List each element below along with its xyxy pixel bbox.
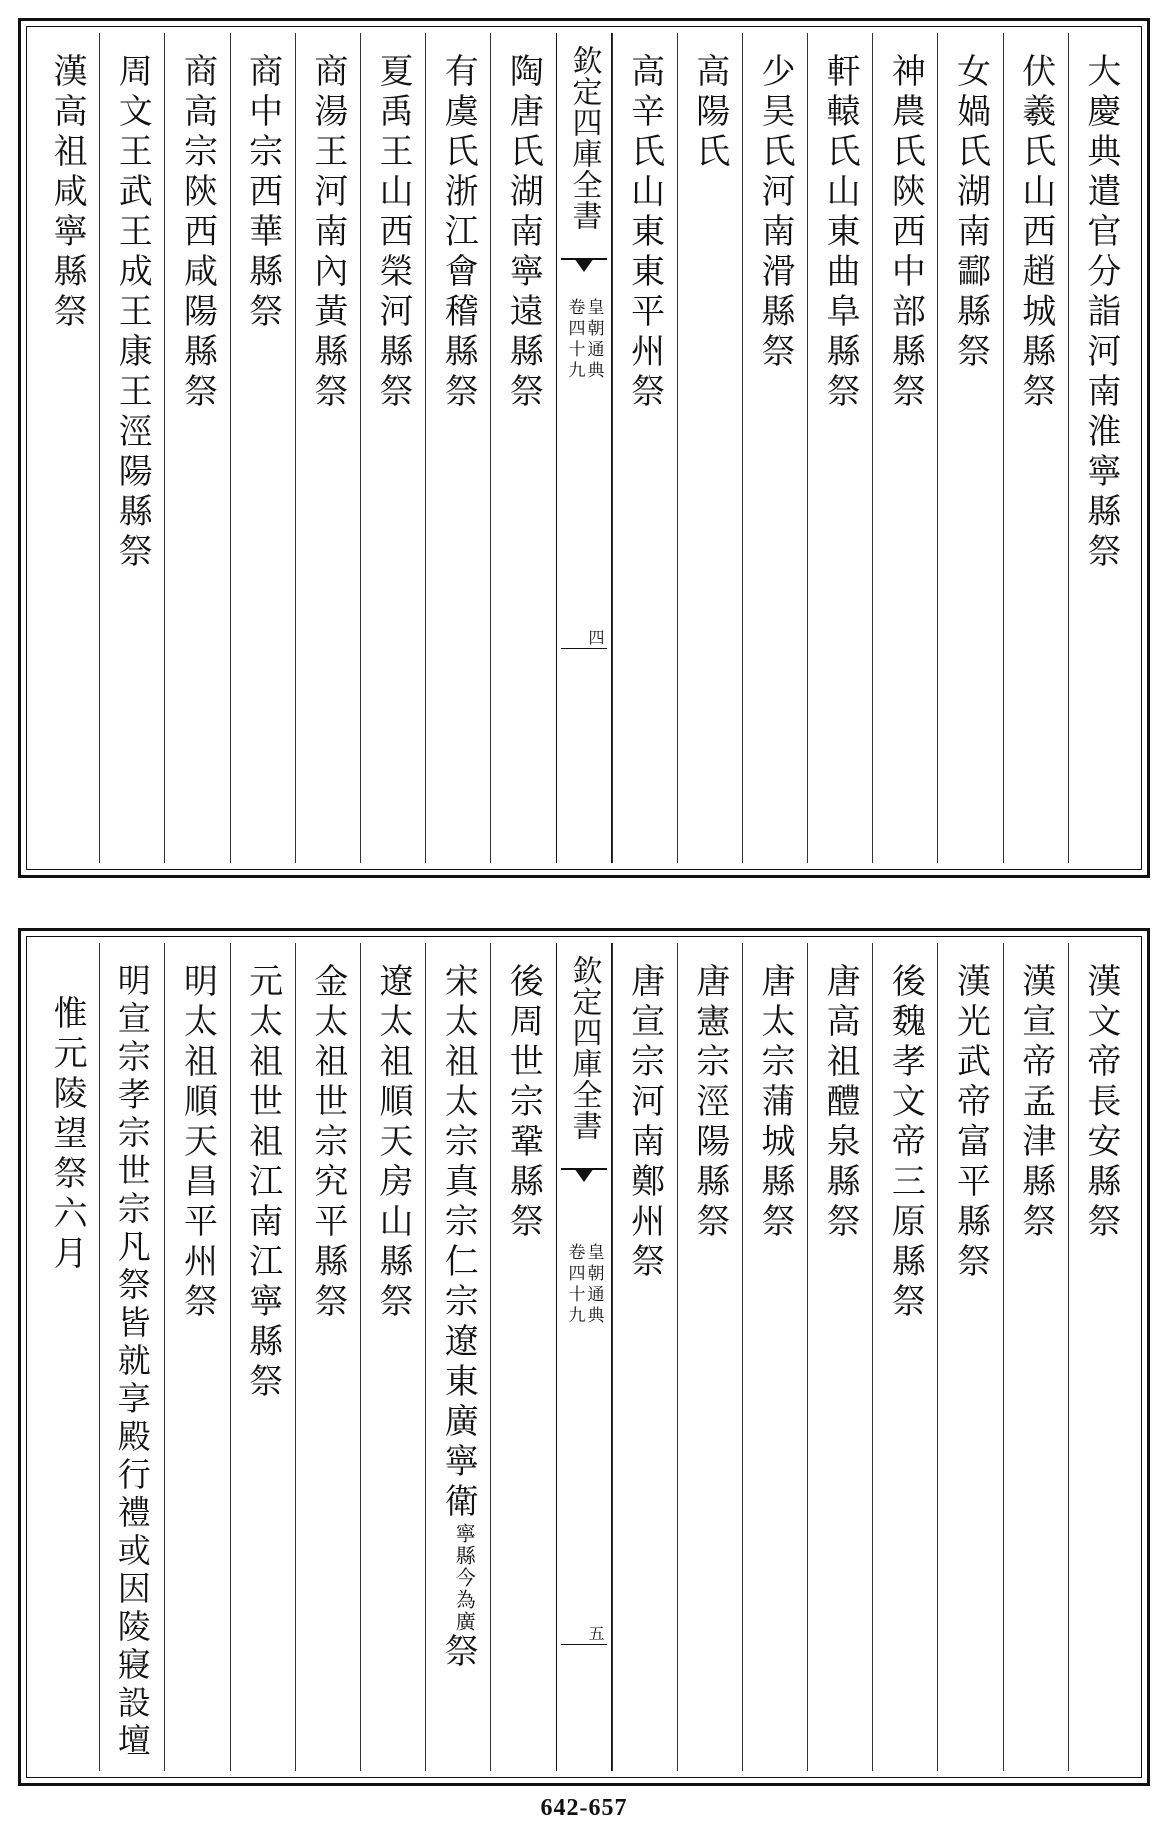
column-text: 唐宣宗河南鄭州祭 xyxy=(624,963,665,1283)
column-text: 高陽氏 xyxy=(689,53,730,173)
text-column xyxy=(164,943,229,1771)
column-text: 周文王武王成王康王涇陽縣祭 xyxy=(112,53,153,573)
text-column xyxy=(490,33,555,863)
text-column xyxy=(742,33,807,863)
chapter-label: 卷四十九 xyxy=(564,1243,585,1327)
note-line: 寧縣 xyxy=(452,1523,477,1567)
column-text: 明太祖順天昌平州祭 xyxy=(177,963,218,1323)
text-column xyxy=(360,943,425,1771)
text-column xyxy=(612,943,677,1771)
text-column xyxy=(295,943,360,1771)
book-title xyxy=(566,298,602,382)
center-strip xyxy=(556,33,612,863)
text-column xyxy=(99,943,164,1771)
column-text: 後周世宗鞏縣祭 xyxy=(503,963,544,1243)
fish-tail-icon xyxy=(561,1168,607,1180)
text-column xyxy=(1068,943,1133,1771)
page-bottom xyxy=(18,928,1150,1786)
column-text: 漢高祖咸寧縣祭 xyxy=(47,53,88,333)
column-text: 漢宣帝孟津縣祭 xyxy=(1015,963,1056,1243)
fish-tail-icon xyxy=(561,258,607,270)
text-column xyxy=(742,943,807,1771)
column-text: 元太祖世祖江南江寧縣祭 xyxy=(242,963,283,1403)
book-title-line: 皇朝通典 xyxy=(583,298,604,382)
column-text xyxy=(438,963,479,1673)
column-text: 大慶典遣官分詣河南淮寧縣祭 xyxy=(1080,53,1121,573)
text-column xyxy=(35,33,99,863)
page-number: 四 xyxy=(561,625,607,649)
column-text: 高辛氏山東東平州祭 xyxy=(624,53,665,413)
text-column xyxy=(1003,33,1068,863)
column-text: 神農氏陝西中部縣祭 xyxy=(885,53,926,413)
book-title xyxy=(566,1243,602,1327)
column-main-text: 宋太祖太宗真宗仁宗遼東廣寧衛 xyxy=(438,963,479,1523)
column-text: 少昊氏河南滑縣祭 xyxy=(754,53,795,373)
library-title: 欽定四庫全書 xyxy=(566,45,602,231)
text-column xyxy=(1068,33,1133,863)
column-text: 唐太宗蒲城縣祭 xyxy=(754,963,795,1243)
column-text: 唐高祖醴泉縣祭 xyxy=(820,963,861,1243)
column-text: 軒轅氏山東曲阜縣祭 xyxy=(820,53,861,413)
column-text: 伏羲氏山西趙城縣祭 xyxy=(1015,53,1056,413)
column-text: 遼太祖順天房山縣祭 xyxy=(373,963,414,1323)
column-tail-text: 祭 xyxy=(438,1633,479,1673)
text-column xyxy=(612,33,677,863)
text-column xyxy=(425,943,490,1771)
column-text: 女媧氏湖南酃縣祭 xyxy=(950,53,991,373)
text-column xyxy=(677,33,742,863)
page-footer-number: 642-657 xyxy=(540,1795,628,1821)
text-column xyxy=(99,33,164,863)
column-text: 漢光武帝富平縣祭 xyxy=(950,963,991,1283)
center-strip xyxy=(556,943,612,1771)
text-column xyxy=(677,943,742,1771)
chapter-label: 卷四十九 xyxy=(564,298,585,382)
text-column xyxy=(807,33,872,863)
column-text: 有虞氏浙江會稽縣祭 xyxy=(438,53,479,413)
column-text: 唐憲宗涇陽縣祭 xyxy=(689,963,730,1243)
page-top xyxy=(18,18,1150,878)
text-column xyxy=(1003,943,1068,1771)
text-column xyxy=(164,33,229,863)
column-text: 陶唐氏湖南寧遠縣祭 xyxy=(503,53,544,413)
text-column xyxy=(425,33,490,863)
column-text: 金太祖世宗究平縣祭 xyxy=(307,963,348,1323)
text-column xyxy=(807,943,872,1771)
note-line: 今為廣 xyxy=(452,1567,477,1633)
text-column xyxy=(230,33,295,863)
text-column xyxy=(360,33,425,863)
column-text: 漢文帝長安縣祭 xyxy=(1080,963,1121,1243)
column-text: 夏禹王山西榮河縣祭 xyxy=(373,53,414,413)
text-column xyxy=(872,33,937,863)
column-text: 後魏孝文帝三原縣祭 xyxy=(885,963,926,1323)
column-text: 商中宗西華縣祭 xyxy=(242,53,283,333)
text-column xyxy=(872,943,937,1771)
text-column xyxy=(230,943,295,1771)
text-column xyxy=(490,943,555,1771)
column-text: 明宣宗孝宗世宗凡祭皆就享殿行禮或因陵寢設壇 xyxy=(112,963,152,1761)
page-number: 五 xyxy=(561,1621,607,1645)
text-column xyxy=(937,33,1002,863)
column-text: 商湯王河南內黃縣祭 xyxy=(307,53,348,413)
interlinear-note xyxy=(453,1523,475,1633)
column-text: 商高宗陝西咸陽縣祭 xyxy=(177,53,218,413)
text-column xyxy=(35,943,99,1771)
column-text: 惟元陵望祭六月 xyxy=(47,995,88,1275)
text-column xyxy=(937,943,1002,1771)
library-title: 欽定四庫全書 xyxy=(566,955,602,1141)
book-title-line: 皇朝通典 xyxy=(583,1243,604,1327)
text-column xyxy=(295,33,360,863)
